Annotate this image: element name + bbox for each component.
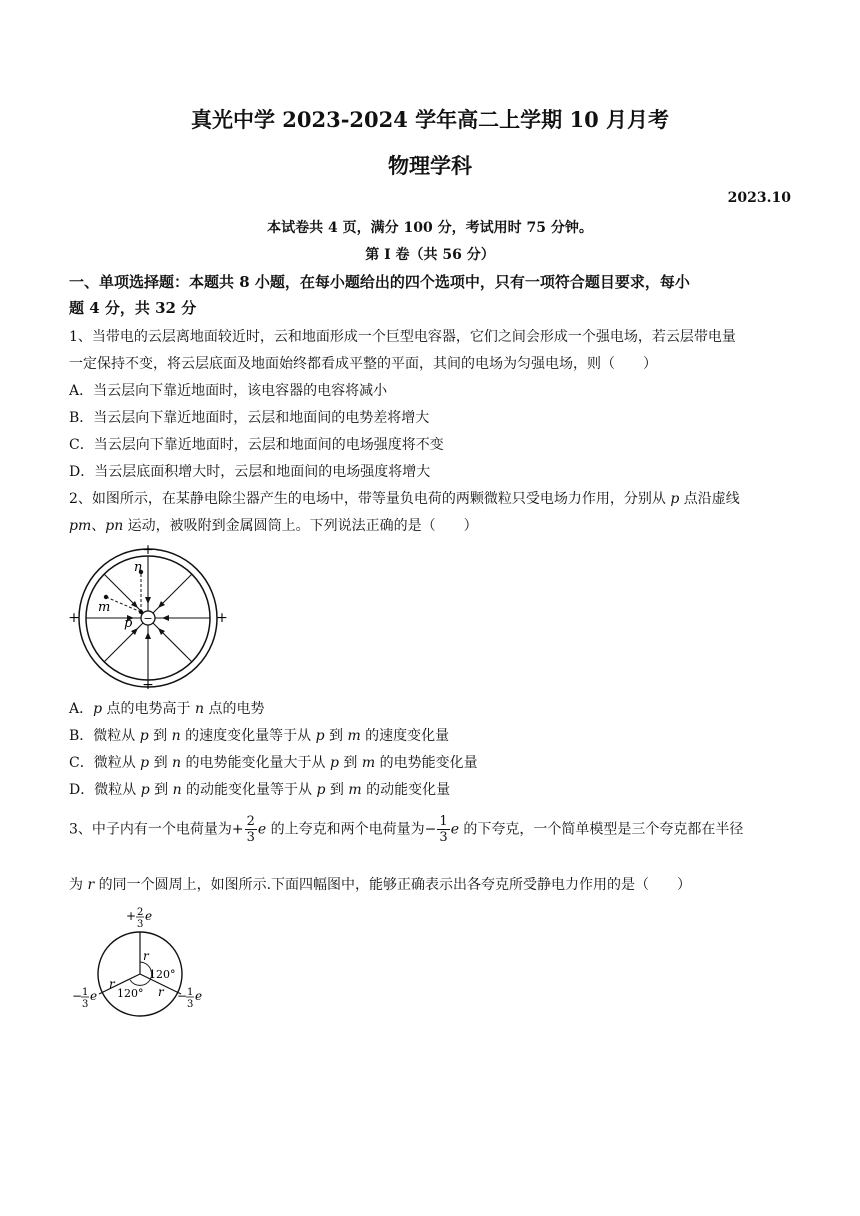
plus-bottom: + bbox=[142, 677, 154, 690]
svg-text:−: − bbox=[72, 989, 83, 1003]
central-minus-sign: − bbox=[143, 612, 153, 625]
q2-precipitator-figure bbox=[68, 542, 228, 690]
svg-text:2: 2 bbox=[137, 907, 144, 918]
q2-option-b: B．微粒从 p 到 n 的速度变化量等于从 p 到 m 的速度变化量 bbox=[69, 728, 450, 744]
svg-text:e: e bbox=[90, 989, 98, 1003]
svg-text:3: 3 bbox=[82, 999, 89, 1010]
q2-stem-line1: 2、如图所示，在某静电除尘器产生的电场中，带等量负电荷的两颗微粒只受电场力作用，分别从 p 点沿虚线 bbox=[69, 491, 740, 507]
q2-option-c: C．微粒从 p 到 n 的电势能变化量大于从 p 到 m 的电势能变化量 bbox=[69, 755, 478, 771]
svg-text:+: + bbox=[126, 909, 137, 923]
label-angle-right: 120° bbox=[149, 968, 176, 981]
label-r-top: r bbox=[143, 949, 149, 963]
q2-option-a: A．p 点的电势高于 n 点的电势 bbox=[69, 701, 265, 717]
q2-option-d: D．微粒从 p 到 n 的动能变化量等于从 p 到 m 的动能变化量 bbox=[69, 782, 451, 798]
svg-text:e: e bbox=[145, 909, 153, 923]
q3-stem-line1: 3、中子内有一个电荷量为+ $\frac{2}{3}$ e 的上夸克和两个电荷量为− $\frac{1}{3}$ e 的下夸克，一个简单模型是三个夸克都在半径 bbox=[69, 814, 744, 845]
exam-title: 真光中学 2023-2024 学年高二上学期 10 月月考 bbox=[190, 107, 670, 132]
part-title: 第 I 卷（共 56 分） bbox=[365, 247, 495, 263]
label-r-right: r bbox=[158, 985, 164, 999]
label-p: p bbox=[124, 616, 133, 631]
exam-date: 2023.10 bbox=[727, 190, 791, 206]
svg-text:3: 3 bbox=[187, 999, 194, 1010]
charge-label-down-quark-right bbox=[177, 987, 202, 1010]
plus-left: + bbox=[68, 610, 80, 626]
label-n: n bbox=[134, 560, 143, 575]
point-p bbox=[139, 610, 143, 614]
q1-option-a: A．当云层向下靠近地面时，该电容器的电容将减小 bbox=[69, 383, 388, 399]
svg-text:1: 1 bbox=[187, 987, 194, 998]
q3-stem-line2: 为 r 的同一个圆周上，如图所示.下面四幅图中，能够正确表示出各夸克所受静电力作用的是（ ） bbox=[69, 877, 692, 893]
charge-label-up-quark bbox=[126, 907, 152, 930]
q1-option-b: B．当云层向下靠近地面时，云层和地面间的电势差将增大 bbox=[69, 410, 430, 426]
label-r-left: r bbox=[109, 977, 115, 991]
charge-label-down-quark-left bbox=[72, 987, 97, 1010]
fraction-one-third: $\frac{1}{3}$ bbox=[439, 814, 448, 845]
section-heading-line1: 一、单项选择题：本题共 8 小题，在每小题给出的四个选项中，只有一项符合题目要求，每小 bbox=[69, 273, 690, 291]
label-m: m bbox=[98, 600, 111, 615]
section-heading-line2: 题 4 分，共 32 分 bbox=[69, 299, 197, 317]
q3-quark-figure bbox=[70, 904, 210, 1022]
q2-stem-line2: pm、pn 运动，被吸附到金属圆筒上。下列说法正确的是（ ） bbox=[69, 518, 478, 534]
plus-top: + bbox=[142, 542, 154, 558]
q1-option-c: C．当云层向下靠近地面时，云层和地面间的电场强度将不变 bbox=[69, 437, 444, 453]
exam-info: 本试卷共 4 页，满分 100 分，考试用时 75 分钟。 bbox=[267, 220, 593, 236]
fraction-two-thirds: $\frac{2}{3}$ bbox=[246, 814, 255, 845]
svg-text:1: 1 bbox=[82, 987, 89, 998]
subject-title: 物理学科 bbox=[388, 153, 472, 178]
point-m bbox=[104, 595, 108, 599]
q1-stem-line1: 1、当带电的云层离地面较近时，云和地面形成一个巨型电容器，它们之间会形成一个强电场，若云层带电量 bbox=[69, 329, 736, 345]
svg-text:e: e bbox=[195, 989, 203, 1003]
q1-stem-line2: 一定保持不变，将云层底面及地面始终都看成平整的平面，其间的电场为匀强电场，则（ ） bbox=[69, 356, 657, 372]
plus-right: + bbox=[216, 610, 228, 626]
angle-arc-bottom bbox=[130, 980, 150, 985]
q1-option-d: D．当云层底面积增大时，云层和地面间的电场强度将增大 bbox=[69, 464, 431, 480]
label-angle-bottom: 120° bbox=[117, 987, 144, 1000]
svg-text:3: 3 bbox=[137, 919, 144, 930]
svg-text:−: − bbox=[177, 989, 188, 1003]
